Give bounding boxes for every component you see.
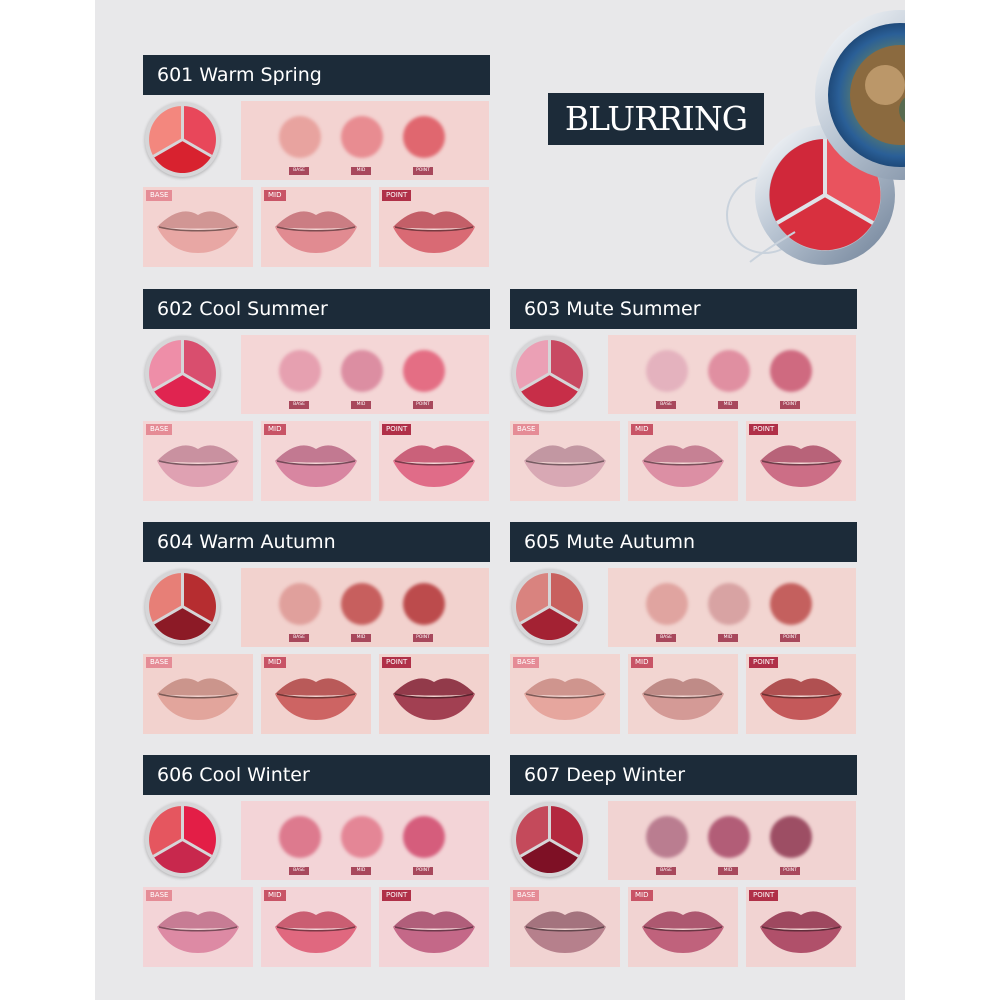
swatch-tag: BASE (656, 401, 676, 409)
product-title: 602 Cool Summer (143, 289, 490, 329)
lip-tag: MID (631, 657, 653, 668)
lip-swatch-photo (510, 654, 620, 734)
color-swatch (341, 350, 383, 392)
lip-swatch-photo (143, 654, 253, 734)
lip-tag: POINT (382, 424, 411, 435)
lip-swatch-photo (261, 887, 371, 967)
lip-swatch-photo (379, 421, 489, 501)
swatch-strip (608, 568, 856, 647)
brand-name: BLURRING (564, 99, 748, 138)
swatch-tag: BASE (289, 634, 309, 642)
palette-pan (145, 102, 220, 177)
swatch-strip (608, 335, 856, 414)
color-swatch (403, 816, 445, 858)
swatch-tag: POINT (413, 867, 433, 875)
lip-tag: MID (264, 890, 286, 901)
upper-lip (642, 445, 724, 462)
upper-lip (275, 211, 357, 228)
lip-tag: BASE (146, 890, 172, 901)
upper-lip (275, 911, 357, 928)
lip-tag: BASE (513, 890, 539, 901)
lip-tag: BASE (146, 657, 172, 668)
upper-lip (275, 678, 357, 695)
upper-lip (760, 445, 842, 462)
upper-lip (524, 911, 606, 928)
lip-tag: BASE (513, 657, 539, 668)
lip-swatch-photo (379, 887, 489, 967)
lip-swatch-photo (628, 887, 738, 967)
swatch-tag: BASE (289, 401, 309, 409)
lip-swatch-photo (143, 421, 253, 501)
color-swatch (403, 116, 445, 158)
palette-pan (512, 336, 587, 411)
lip-swatch-photo (628, 654, 738, 734)
color-swatch (646, 583, 688, 625)
product-title: 603 Mute Summer (510, 289, 857, 329)
swatch-tag: MID (351, 167, 371, 175)
upper-lip (157, 445, 239, 462)
lip-tag: MID (264, 424, 286, 435)
swatch-strip (241, 801, 489, 880)
upper-lip (642, 911, 724, 928)
lip-tag: BASE (146, 190, 172, 201)
color-swatch (646, 350, 688, 392)
lip-swatch-photo (746, 421, 856, 501)
product-title: 606 Cool Winter (143, 755, 490, 795)
lip-tag: POINT (382, 890, 411, 901)
swatch-tag: BASE (289, 867, 309, 875)
upper-lip (393, 911, 475, 928)
lip-swatch-photo (143, 187, 253, 267)
lip-tag: MID (264, 657, 286, 668)
lip-tag: MID (631, 890, 653, 901)
color-swatch (279, 350, 321, 392)
lip-swatch-photo (379, 187, 489, 267)
upper-lip (157, 678, 239, 695)
color-swatch (279, 816, 321, 858)
product-title: 601 Warm Spring (143, 55, 490, 95)
upper-lip (393, 678, 475, 695)
swatch-strip (241, 568, 489, 647)
lip-tag: MID (631, 424, 653, 435)
upper-lip (393, 211, 475, 228)
lip-tag: MID (264, 190, 286, 201)
upper-lip (157, 211, 239, 228)
lip-swatch-photo (510, 887, 620, 967)
swatch-strip (241, 335, 489, 414)
color-swatch (341, 116, 383, 158)
lip-swatch-photo (746, 887, 856, 967)
lip-swatch-photo (746, 654, 856, 734)
swatch-strip (241, 101, 489, 180)
swatch-tag: MID (718, 634, 738, 642)
swatch-tag: MID (351, 867, 371, 875)
product-card (143, 289, 490, 501)
palette-pan (145, 336, 220, 411)
lip-tag: POINT (749, 890, 778, 901)
product-card (143, 55, 490, 267)
color-swatch (279, 116, 321, 158)
color-swatch (341, 583, 383, 625)
color-swatch (708, 583, 750, 625)
lip-tag: BASE (146, 424, 172, 435)
lip-tag: POINT (382, 190, 411, 201)
swatch-tag: POINT (413, 634, 433, 642)
upper-lip (760, 911, 842, 928)
color-swatch (708, 350, 750, 392)
product-title: 604 Warm Autumn (143, 522, 490, 562)
color-swatch (770, 583, 812, 625)
swatch-tag: BASE (656, 634, 676, 642)
product-card (143, 522, 490, 734)
product-title: 605 Mute Autumn (510, 522, 857, 562)
color-swatch (403, 350, 445, 392)
swatch-tag: POINT (780, 401, 800, 409)
color-swatch (646, 816, 688, 858)
swatch-tag: POINT (780, 867, 800, 875)
lip-swatch-photo (628, 421, 738, 501)
product-card (510, 289, 857, 501)
upper-lip (642, 678, 724, 695)
lip-swatch-photo (261, 421, 371, 501)
product-card (510, 755, 857, 967)
upper-lip (524, 678, 606, 695)
compact-case-image (615, 0, 905, 290)
upper-lip (157, 911, 239, 928)
color-swatch (708, 816, 750, 858)
lip-swatch-photo (143, 887, 253, 967)
upper-lip (760, 678, 842, 695)
swatch-tag: MID (718, 401, 738, 409)
upper-lip (275, 445, 357, 462)
lip-tag: POINT (749, 657, 778, 668)
lip-tag: BASE (513, 424, 539, 435)
color-swatch (403, 583, 445, 625)
palette-pan (512, 802, 587, 877)
swatch-tag: MID (718, 867, 738, 875)
swatch-tag: MID (351, 634, 371, 642)
product-title: 607 Deep Winter (510, 755, 857, 795)
lip-tag: POINT (382, 657, 411, 668)
upper-lip (524, 445, 606, 462)
color-swatch (770, 350, 812, 392)
product-showcase (95, 0, 905, 1000)
lip-swatch-photo (261, 187, 371, 267)
palette-pan (145, 569, 220, 644)
palette-pan (145, 802, 220, 877)
color-swatch (341, 816, 383, 858)
color-swatch (279, 583, 321, 625)
swatch-strip (608, 801, 856, 880)
lip-tag: POINT (749, 424, 778, 435)
upper-lip (393, 445, 475, 462)
swatch-tag: BASE (289, 167, 309, 175)
swatch-tag: POINT (413, 401, 433, 409)
lip-swatch-photo (510, 421, 620, 501)
product-card (510, 522, 857, 734)
color-swatch (770, 816, 812, 858)
swatch-tag: BASE (656, 867, 676, 875)
swatch-tag: MID (351, 401, 371, 409)
palette-pan (512, 569, 587, 644)
swatch-tag: POINT (780, 634, 800, 642)
lip-swatch-photo (379, 654, 489, 734)
product-card (143, 755, 490, 967)
swatch-tag: POINT (413, 167, 433, 175)
lip-swatch-photo (261, 654, 371, 734)
